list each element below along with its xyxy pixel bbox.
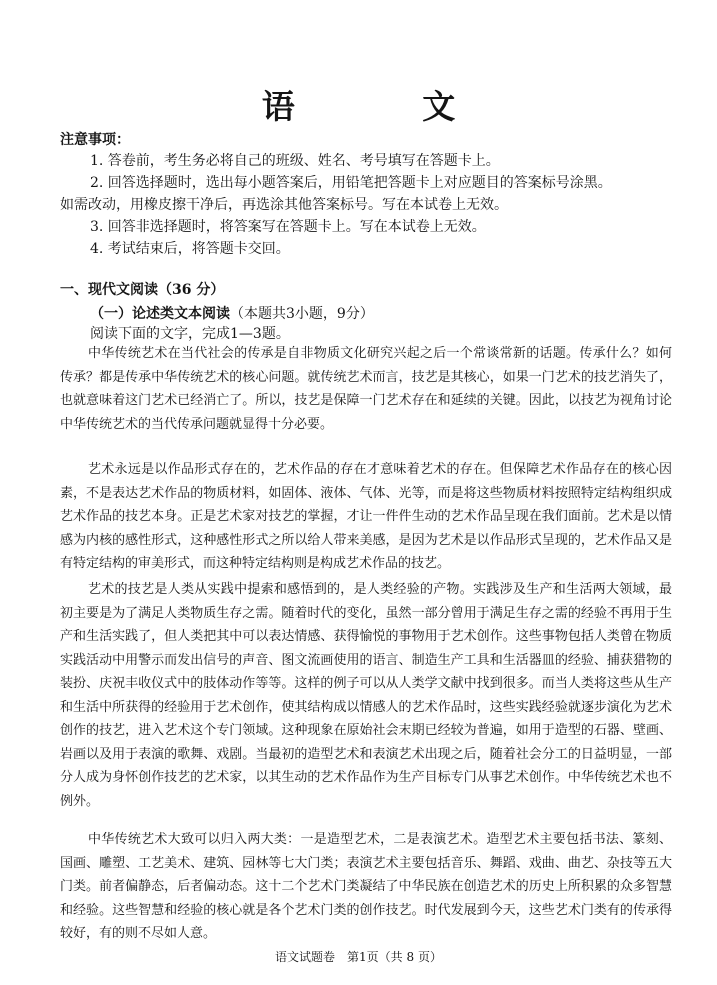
section-heading: 一、现代文阅读（36 分） — [60, 282, 225, 298]
subsection-note: （本题共3小题，9分） — [230, 306, 374, 322]
notice-item-2: 2. 回答选择题时，选出每小题答案后，用铅笔把答题卡上对应题目的答案标号涂黑。 — [90, 175, 612, 191]
notice-item-3: 3. 回答非选择题时，将答案写在答题卡上。写在本试卷上无效。 — [90, 219, 486, 235]
passage-paragraph-3: 艺术的技艺是人类从实践中提索和感悟到的，是人类经验的产物。实践涉及生产和生活两大领域，最初主要是为了满足人类物质生存之需。随着时代的变化，虽然一部分曾用于满足生存之需的经验不再用于生产和生活实践了，但人类把其中可以表达情感、获得愉悦的事物用于艺术创作。这些事物包括人类曾在物质实践活动中用警示而发出信号的声音、图文流画使用的语言、制造生产工具和生活器皿的经验、捕获猎物的装扮、庆祝丰收仪式中的肢体动作等等。这样的例子可以从人类学文献中找到很多。而当人类将这些从生产和生活中所获得的经验用于艺术创作，使其结构成以情感人的艺术作品时，这些实践经验就逐步演化为艺术创作的技艺，进入艺术这个专门领域。这种现象在原始社会末期已经较为普遍，如用于造型的石器、壁画、岩画以及用于表演的歌舞、戏剧。当最初的造型艺术和表演艺术出现之后，随着社会分工的日益明显，一部分人成为身怀创作技艺的艺术家，以其生动的艺术作品作为生产目标专门从事艺术创作。中华传统艺术也不例外。 — [60, 582, 672, 809]
notice-heading: 注意事项： — [60, 132, 130, 148]
passage-paragraph-2: 艺术永远是以作品形式存在的，艺术作品的存在才意味着艺术的存在。但保障艺术作品存在的核心因素，不是表达艺术作品的物质材料，如固体、液体、气体、光等，而是将这些物质材料按照特定结构组织成艺术作品的技艺本身。正是艺术家对技艺的掌握，才让一件件生动的艺术作品呈现在我们面前。艺术是以情感为内核的感性形式，这种感性形式之所以给人带来美感，是因为艺术是以作品形式呈现的，艺术作品又是有特定结构的审美形式，而这种特定结构则是构成艺术作品的技艺。 — [60, 462, 672, 571]
subsection-title: （一）论述类文本阅读 — [90, 306, 230, 322]
passage-paragraph-4: 中华传统艺术大致可以归入两大类：一是造型艺术，二是表演艺术。造型艺术主要包括书法、篆刻、国画、雕塑、工艺美术、建筑、园林等七大门类；表演艺术主要包括音乐、舞蹈、戏曲、曲艺、杂技等五大门类。前者偏静态，后者偏动态。这十二个艺术门类凝结了中华民族在创造艺术的历史上所积累的众多智慧和经验。这些智慧和经验的核心就是各个艺术门类的创作技艺。时代发展到今天，这些艺术门类有的传承得较好，有的则不尽如人意。 — [60, 832, 672, 941]
passage-paragraph-1: 中华传统艺术在当代社会的传承是自非物质文化研究兴起之后一个常谈常新的话题。传承什么？如何传承？都是传承中华传统艺术的核心问题。就传统艺术而言，技艺是其核心，如果一门艺术的技艺消失了，也就意味着这门艺术已经消亡了。所以，技艺是保障一门艺术存在和延续的关键。因此，以技艺为视角讨论中华传统艺术的当代传承问题就显得十分必要。 — [60, 346, 672, 432]
subsection-heading — [90, 304, 374, 324]
reading-instruction: 阅读下面的文字，完成1—3题。 — [90, 326, 290, 342]
page-footer: 语文试题卷 第1页（共 8 页） — [275, 950, 442, 964]
page-title: 语 文 — [261, 87, 514, 126]
notice-item-1: 1. 答卷前，考生务必将自己的班级、姓名、考号填写在答题卡上。 — [90, 153, 500, 169]
notice-item-4: 4. 考试结束后，将答题卡交回。 — [90, 241, 290, 257]
notice-item-2-continued: 如需改动，用橡皮擦干净后，再选涂其他答案标号。写在本试卷上无效。 — [60, 197, 508, 213]
